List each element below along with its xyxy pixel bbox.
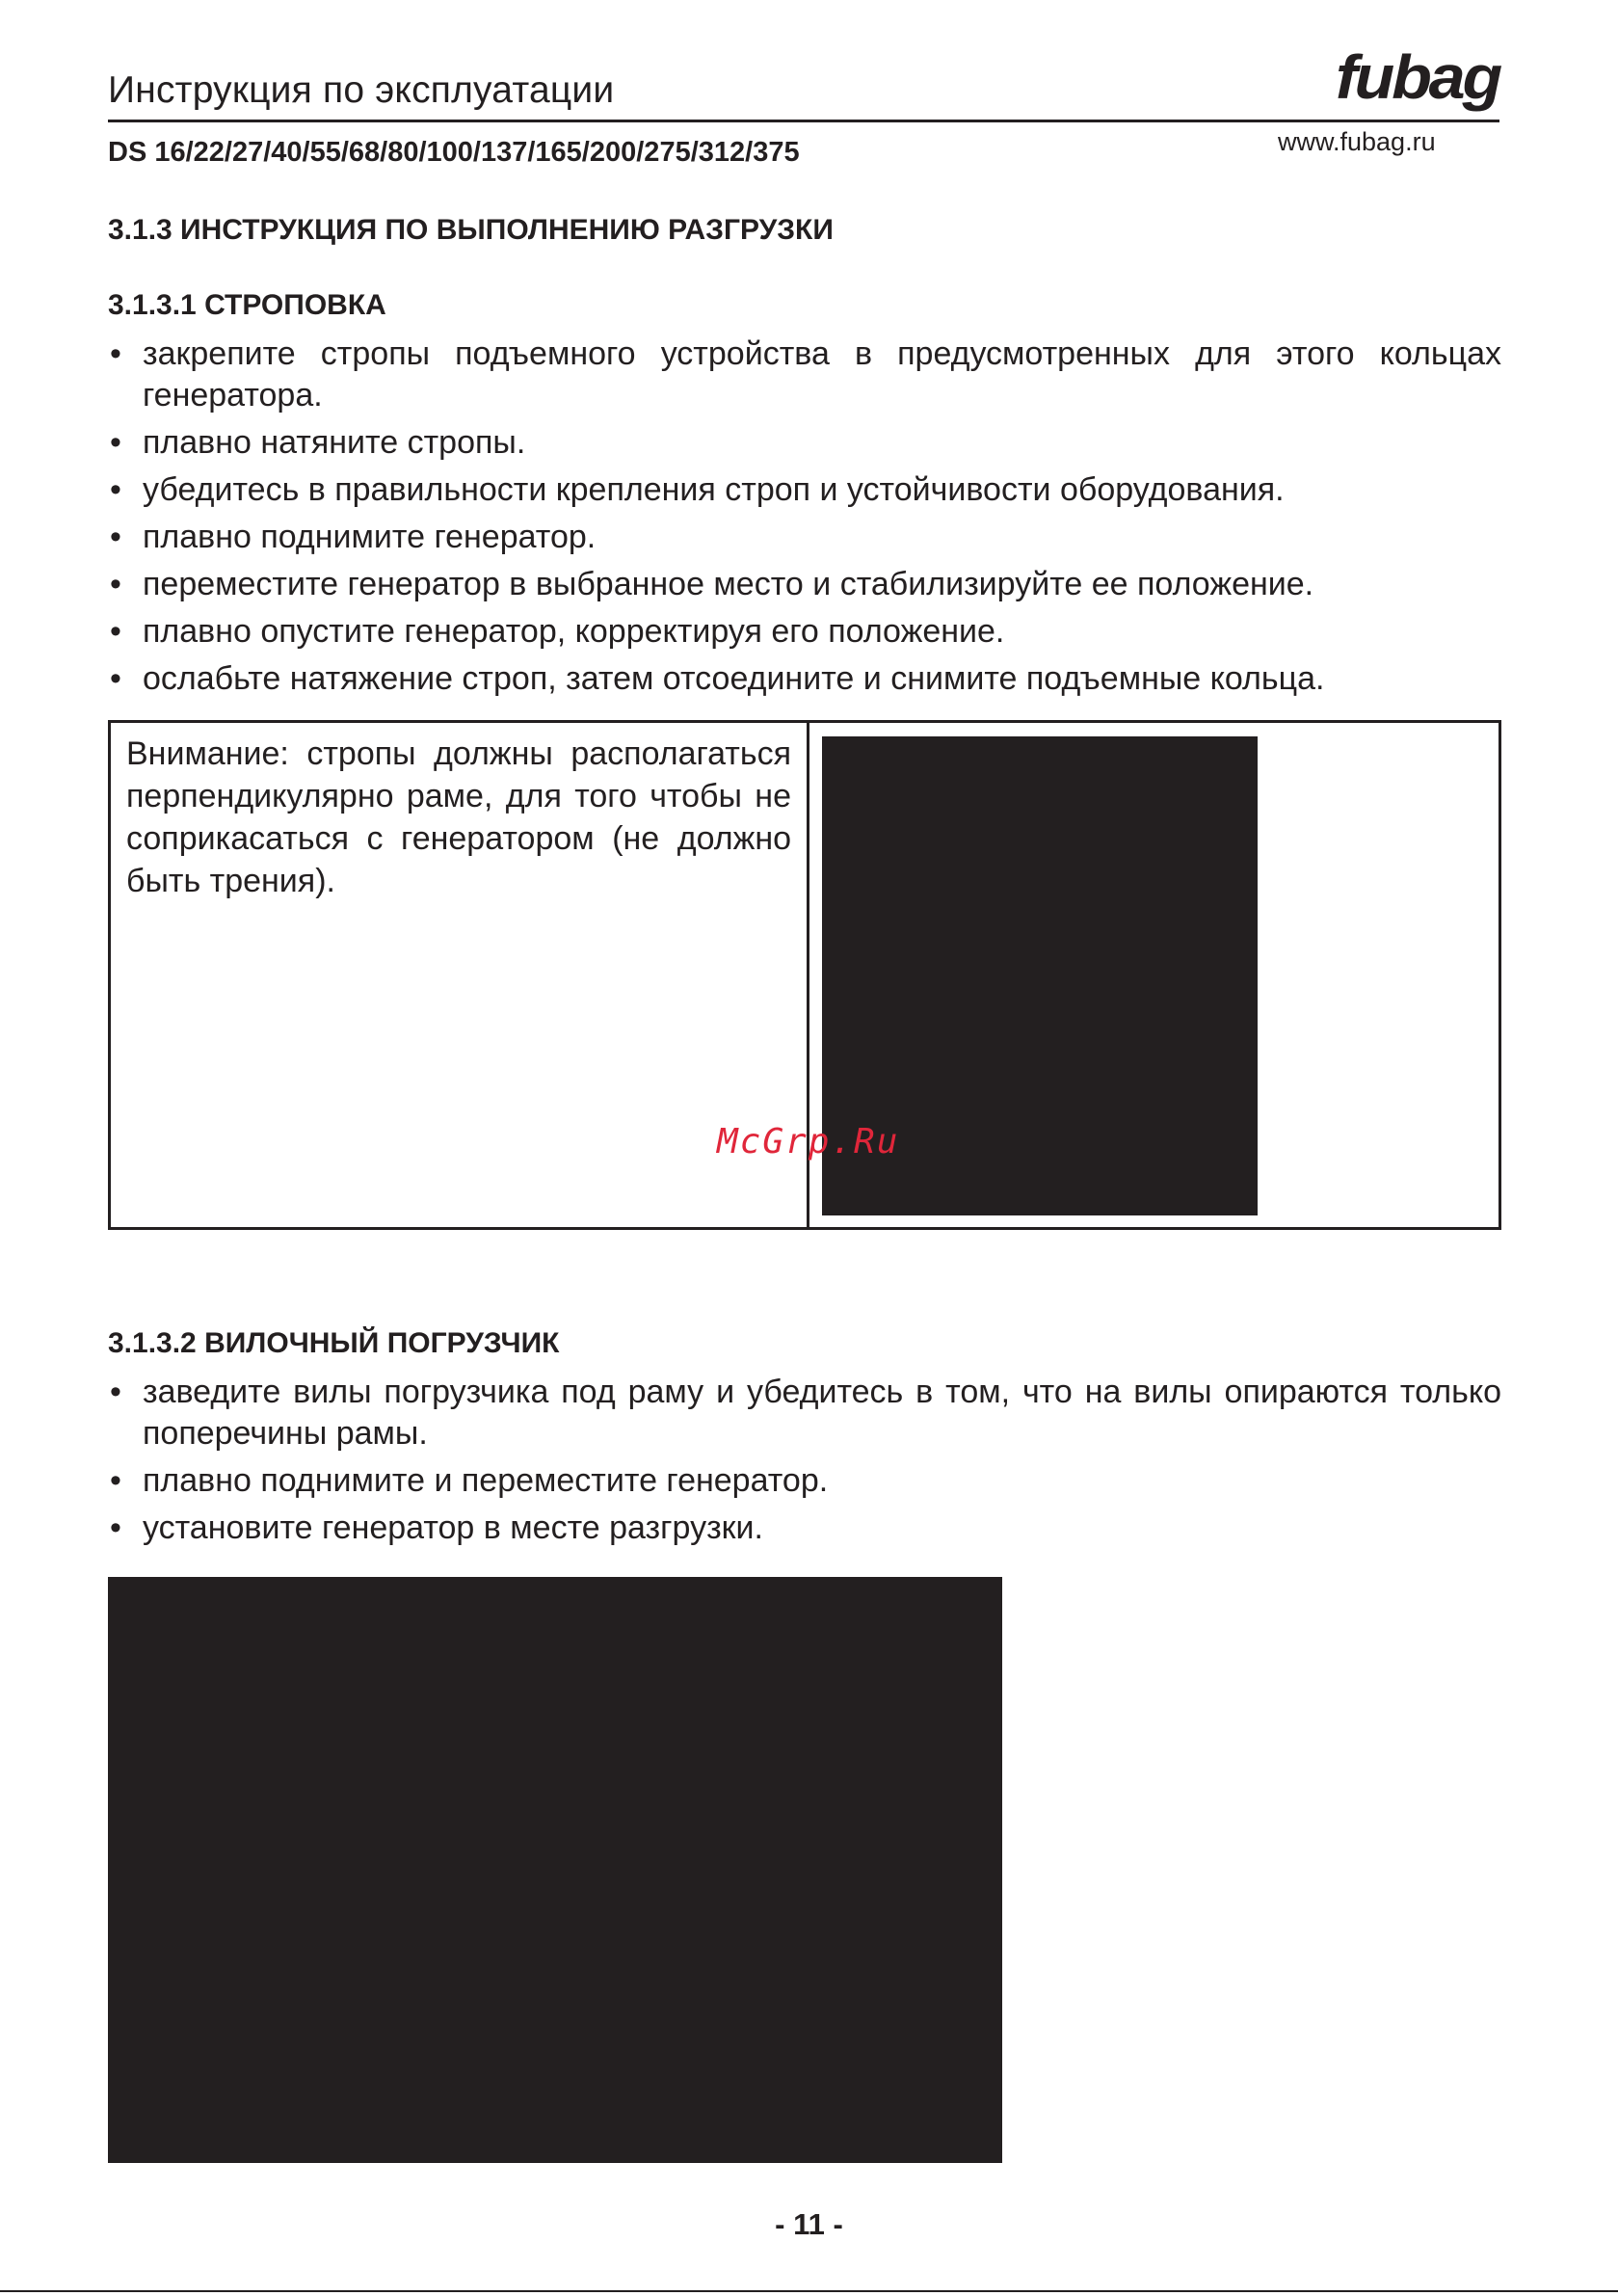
list-item: • заведите вилы погрузчика под раму и убедитесь в том, что на вилы опираются только поперечины рамы.: [110, 1374, 1501, 1452]
svg-text:fubag: fubag: [1336, 42, 1502, 112]
bottom-divider: [0, 2290, 1618, 2292]
header-title: Инструкция по эксплуатации: [108, 69, 615, 111]
list-item: • плавно поднимите и переместите генератор.: [108, 1460, 1501, 1502]
forklift-heading: 3.1.3.2 ВИЛОЧНЫЙ ПОГРУЗЧИК: [108, 1327, 560, 1359]
bullet-icon: •: [110, 660, 121, 697]
list-item: • закрепите стропы подъемного устройства в предусмотренных для этого кольцах генератора.: [110, 335, 1501, 414]
forklift-illustration: [108, 1577, 1002, 2163]
bullet-icon: •: [110, 335, 121, 372]
list-item: • установите генератор в месте разгрузки.: [108, 1508, 1501, 1549]
slinging-list: [108, 334, 1501, 706]
bullet-icon: •: [110, 1509, 121, 1546]
list-item: • плавно опустите генератор, корректируя его положение.: [108, 611, 1501, 653]
header-url: www.fubag.ru: [1278, 127, 1436, 156]
list-item: • ослабьте натяжение строп, затем отсоедините и снимите подъемные кольца.: [108, 658, 1501, 700]
fubag-logo: [1332, 39, 1505, 131]
bullet-icon: •: [110, 424, 121, 461]
list-item: • убедитесь в правильности крепления строп и устойчивости оборудования.: [108, 469, 1501, 511]
list-item: • плавно натяните стропы.: [108, 422, 1501, 464]
bullet-icon: •: [110, 566, 121, 602]
header-divider: [108, 120, 1499, 122]
list-item: • переместите генератор в выбранное место и стабилизируйте ее положение.: [108, 564, 1501, 605]
section-heading: 3.1.3 ИНСТРУКЦИЯ ПО ВЫПОЛНЕНИЮ РАЗГРУЗКИ: [108, 214, 834, 246]
watermark: McGrp.Ru: [717, 1122, 900, 1161]
warning-note-text: Внимание: стропы должны располагаться перпендикулярно раме, для того чтобы не соприкасаться с генератором (не должно быть трения).: [126, 735, 791, 899]
page-number: - 11 -: [775, 2207, 843, 2241]
forklift-list: [108, 1372, 1501, 1555]
header-models: DS 16/22/27/40/55/68/80/100/137/165/200/275/312/375: [108, 137, 800, 168]
bullet-icon: •: [110, 519, 121, 555]
bullet-icon: •: [110, 613, 121, 650]
bullet-icon: •: [110, 1462, 121, 1499]
slinging-heading: 3.1.3.1 СТРОПОВКА: [108, 289, 386, 321]
bullet-icon: •: [110, 471, 121, 508]
list-item: • плавно поднимите генератор.: [108, 517, 1501, 558]
bullet-icon: •: [110, 1374, 121, 1410]
